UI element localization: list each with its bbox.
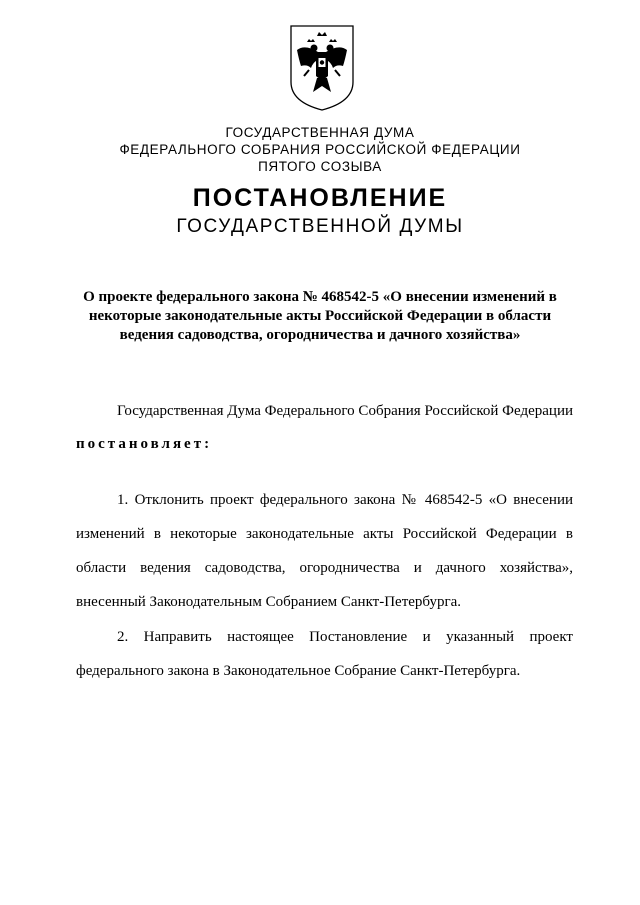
org-line-2: ФЕДЕРАЛЬНОГО СОБРАНИЯ РОССИЙСКОЙ ФЕДЕРАЦИИ <box>119 142 521 157</box>
issuing-body <box>0 124 640 175</box>
document-type-title: ПОСТАНОВЛЕНИЕ <box>192 184 448 212</box>
intro-verb: постановляет <box>76 436 205 452</box>
org-line-1: ГОСУДАРСТВЕННАЯ ДУМА <box>225 125 415 140</box>
intro-paragraph <box>76 395 573 461</box>
resolution-item-1: 1. Отклонить проект федерального закона № 468542-5 «О внесении изменений в некоторые законодательные акты Российской Федерации в области ведения садоводства, огородничества и дачного хозяйства», внесенный Законодательным Собранием Санкт-Петербурга. <box>76 492 573 610</box>
intro-colon: : <box>204 436 213 452</box>
org-line-3: ПЯТОГО СОЗЫВА <box>258 159 382 174</box>
coat-of-arms-icon <box>287 22 357 112</box>
intro-text: Государственная Дума Федерального Собрания Российской Федерации <box>117 403 573 419</box>
resolution-subject: О проекте федерального закона № 468542-5 «О внесении изменений в некоторые законодательные акты Российской Федерации в области ведения садоводства, огородничества и дачного хозяйства» <box>83 289 557 343</box>
document-type-subtitle: ГОСУДАРСТВЕННОЙ ДУМЫ <box>176 216 464 237</box>
resolution-item-2: 2. Направить настоящее Постановление и указанный проект федерального закона в Законодательное Собрание Санкт-Петербурга. <box>76 629 573 679</box>
